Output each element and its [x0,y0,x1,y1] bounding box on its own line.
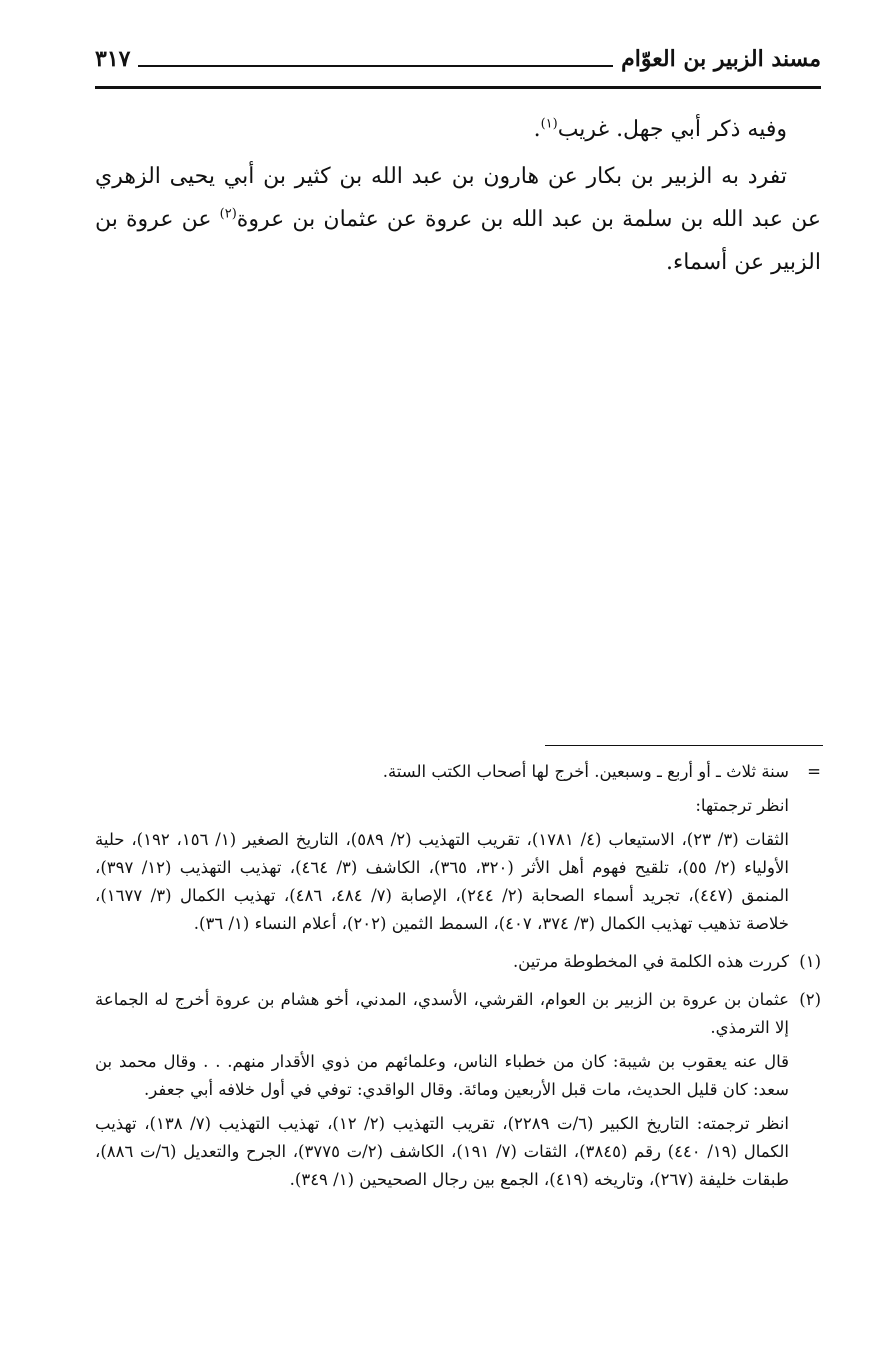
footnote-2-paragraph: عثمان بن عروة بن الزبير بن العوام، القرشي، الأسدي، المدني، أخو هشام بن عروة أخرج له الجماعة إلا الترمذي. [95,990,789,1037]
paragraph-2-end: عن عروة بن الزبير عن أسماء. [95,207,821,275]
paragraph-2 [95,155,821,284]
page-header [95,42,821,76]
page-number: ٣١٧ [95,46,131,72]
footnote-2 [95,986,821,1200]
footnote-2-paragraph: قال عنه يعقوب بن شيبة: كان من خطباء الناس، وعلمائهم من ذوي الأقدار منهم. . . وقال محمد بن سعد: كان قليل الحديث، مات قبل الأربعين ومائة. وقال الواقدي: توفي في أول خلافه أبي جعفر. [95,1052,789,1099]
paragraph-1-end: . [533,117,541,142]
footnote-continued-body [95,758,789,944]
paragraph-2-text: تفرد به الزبير بن بكار عن هارون بن عبد الله بن كثير بن أبي يحيى الزهري عن عبد الله بن سلمة بن عبد الله بن عروة عن عثمان بن عروة [95,164,821,232]
footnote-1-body [95,948,789,982]
header-leader-line [138,51,613,67]
footnote-ref-1: (١) [540,116,558,132]
footnote-2-body [95,986,789,1200]
footnote-continued-line: الثقات (٣/ ٢٣)، الاستيعاب (٤/ ١٧٨١)، تقريب التهذيب (٢/ ٥٨٩)، التاريخ الصغير (١/ ١٥٦، ١٩٢)، حلية الأولياء (٢/ ٥٥)، تلقيح فهوم أهل الأثر (٣٢٠، ٣٦٥)، الكاشف (٣/ ٤٦٤)، تهذيب التهذيب (١٢/ ٣٩٧)، المنمق (٤٤٧)، تجريد أسماء الصحابة (٢/ ٢٤٤)، الإصابة (٧/ ٤٨٤، ٤٨٦)، تهذيب الكمال (٣/ ١٦٧٧)، خلاصة تذهيب تهذيب الكمال (٣/ ٣٧٤، ٤٠٧)، السمط الثمين (٢٠٢)، أعلام النساء (١/ ٣٦). [95,830,790,933]
header-rule [95,86,821,89]
footnote-continued-mark: = [807,762,821,781]
footnote-1 [95,948,821,982]
footnotes [95,758,821,1204]
footnote-2-paragraph: انظر ترجمته: التاريخ الكبير (٦/ت ٢٢٨٩)، تقريب التهذيب (٢/ ١٢)، تهذيب التهذيب (٧/ ١٣٨)، تهذيب الكمال (١٩/ ٤٤٠) رقم (٣٨٤٥)، الثقات (٧/ ١٩١)، الكاشف (٢/ت ٣٧٧٥)، الجرح والتعديل (٦/ت ٨٨٦)، طبقات خليفة (٢٦٧)، وتاريخه (٤١٩)، الجمع بين رجال الصحيحين (١/ ٣٤٩). [95,1114,790,1189]
footnote-separator [545,745,823,746]
paragraph-1-text: وفيه ذكر أبي جهل. غريب [557,117,787,142]
footnote-ref-2: (٢) [219,206,237,222]
footnote-1-mark: (١) [799,952,821,971]
paragraph-1 [95,108,821,151]
running-title: مسند الزبير بن العوّام [621,46,821,72]
footnote-continued-line: سنة ثلاث ـ أو أربع ـ وسبعين. أخرج لها أصحاب الكتب الستة. [382,762,789,781]
footnote-continued-line: انظر ترجمتها: [695,796,789,815]
main-text [95,108,821,288]
footnote-1-text: كررت هذه الكلمة في المخطوطة مرتين. [512,952,789,971]
footnote-2-mark: (٢) [799,990,821,1009]
footnote-continued [95,758,821,944]
